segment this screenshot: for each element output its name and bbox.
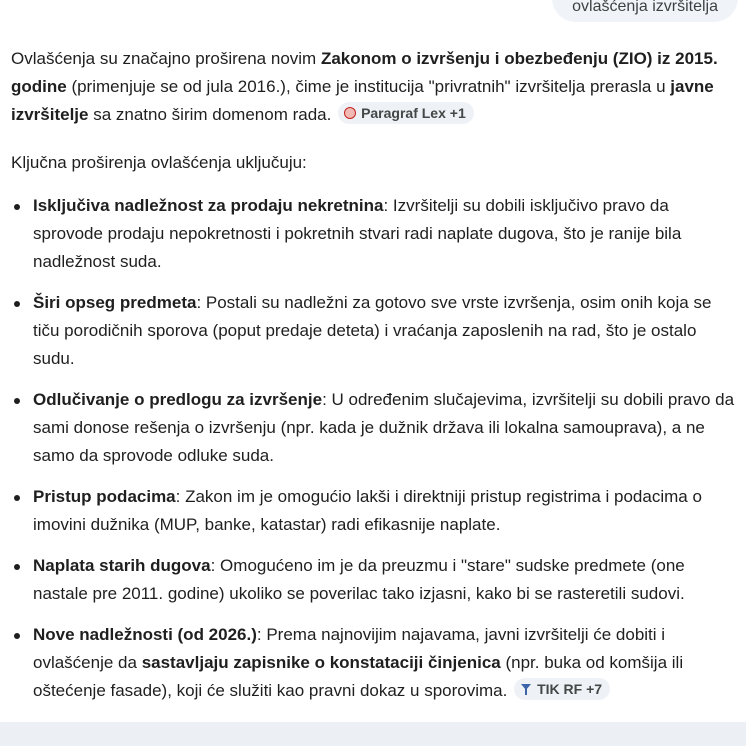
list-item-text-2: (npr. buka od komšija ili oštećenje fasade), koji će služiti kao pravni dokaz u sporovima. — [33, 653, 684, 700]
response-content — [11, 45, 737, 746]
list-item-text: : U određenim slučajevima, izvršitelji su dobili pravo da sami donose rešenja o izvršenju (npr. kada je dužnik država ili lokalna samouprava), a ne samo da sprovode odluke suda. — [33, 390, 735, 465]
intro-text-1: Ovlašćenja su značajno proširena novim — [11, 49, 321, 68]
intro-text-2: (primenjuje se od jula 2016.), čime je institucija "privratnih" izvršitelja prerasla u — [66, 77, 671, 96]
list-item-bold-phrase: sastavljaju zapisnike o konstataciji činjenica — [141, 653, 501, 672]
input-area-edge — [0, 722, 746, 746]
list-item-title: Nove nadležnosti (od 2026.) — [33, 625, 257, 644]
list-item-title: Pristup podacima — [33, 487, 176, 506]
paragraf-lex-icon — [344, 107, 356, 119]
list-item-title: Naplata starih dugova — [33, 556, 211, 575]
list-lead-paragraph: Ključna proširenja ovlašćenja uključuju: — [11, 153, 307, 172]
list-item — [11, 483, 737, 539]
user-message-bubble — [552, 0, 738, 22]
list-item-text: : Postali su nadležni za gotovo sve vrste izvršenja, osim onih koja se tiču porodičnih sporova (poput predaje deteta) i vraćanja zaposlenih na rad, što je ostalo sudu. — [33, 293, 712, 368]
list-item-text: : Zakon im je omogućio lakši i direktniji pristup registrima i podacima o imovini dužnika (MUP, banke, katastar) radi efikasnije naplate. — [33, 487, 702, 534]
list-item-title: Isključiva nadležnost za prodaju nekretnina — [33, 196, 384, 215]
list-item — [11, 621, 737, 705]
intro-text-3: sa znatno širim domenom rada. — [88, 105, 337, 124]
list-item — [11, 289, 737, 373]
user-message-text: ovlašćenja izvršitelja — [572, 0, 718, 15]
source-chip-label: Paragraf Lex +1 — [361, 105, 466, 121]
intro-bold-law: Zakonom o izvršenju i obezbeđenju (ZIO) iz 2015. godine — [11, 49, 718, 96]
list-item — [11, 192, 737, 276]
expansion-list — [11, 192, 737, 705]
list-item — [11, 386, 737, 470]
source-chip-tik-rf[interactable] — [514, 678, 610, 700]
list-item-text: : Prema najnovijim najavama, javni izvršitelji će dobiti i ovlašćenje da — [33, 625, 666, 672]
source-chip-label: TIK RF +7 — [537, 681, 603, 697]
list-item-text: : Omogućeno im je da preuzmu i "stare" sudske predmete (one nastale pre 2011. godine) ukoliko se poverilac tako izjasni, kako bi se rasteretili sudovi. — [33, 556, 685, 603]
tik-rf-icon — [520, 683, 532, 695]
list-item-text: : Izvršitelji su dobili isključivo pravo da sprovode prodaju nepokretnosti i pokretnih stvari radi naplate dugova, što je ranije bila nadležnost suda. — [33, 196, 682, 271]
list-item-title: Širi opseg predmeta — [33, 293, 197, 312]
source-chip-paragraf-lex[interactable] — [338, 102, 474, 124]
list-item-title: Odlučivanje o predlogu za izvršenje — [33, 390, 323, 409]
intro-bold-executors: javne izvršitelje — [11, 77, 714, 124]
intro-paragraph — [11, 45, 737, 129]
list-item — [11, 552, 737, 608]
